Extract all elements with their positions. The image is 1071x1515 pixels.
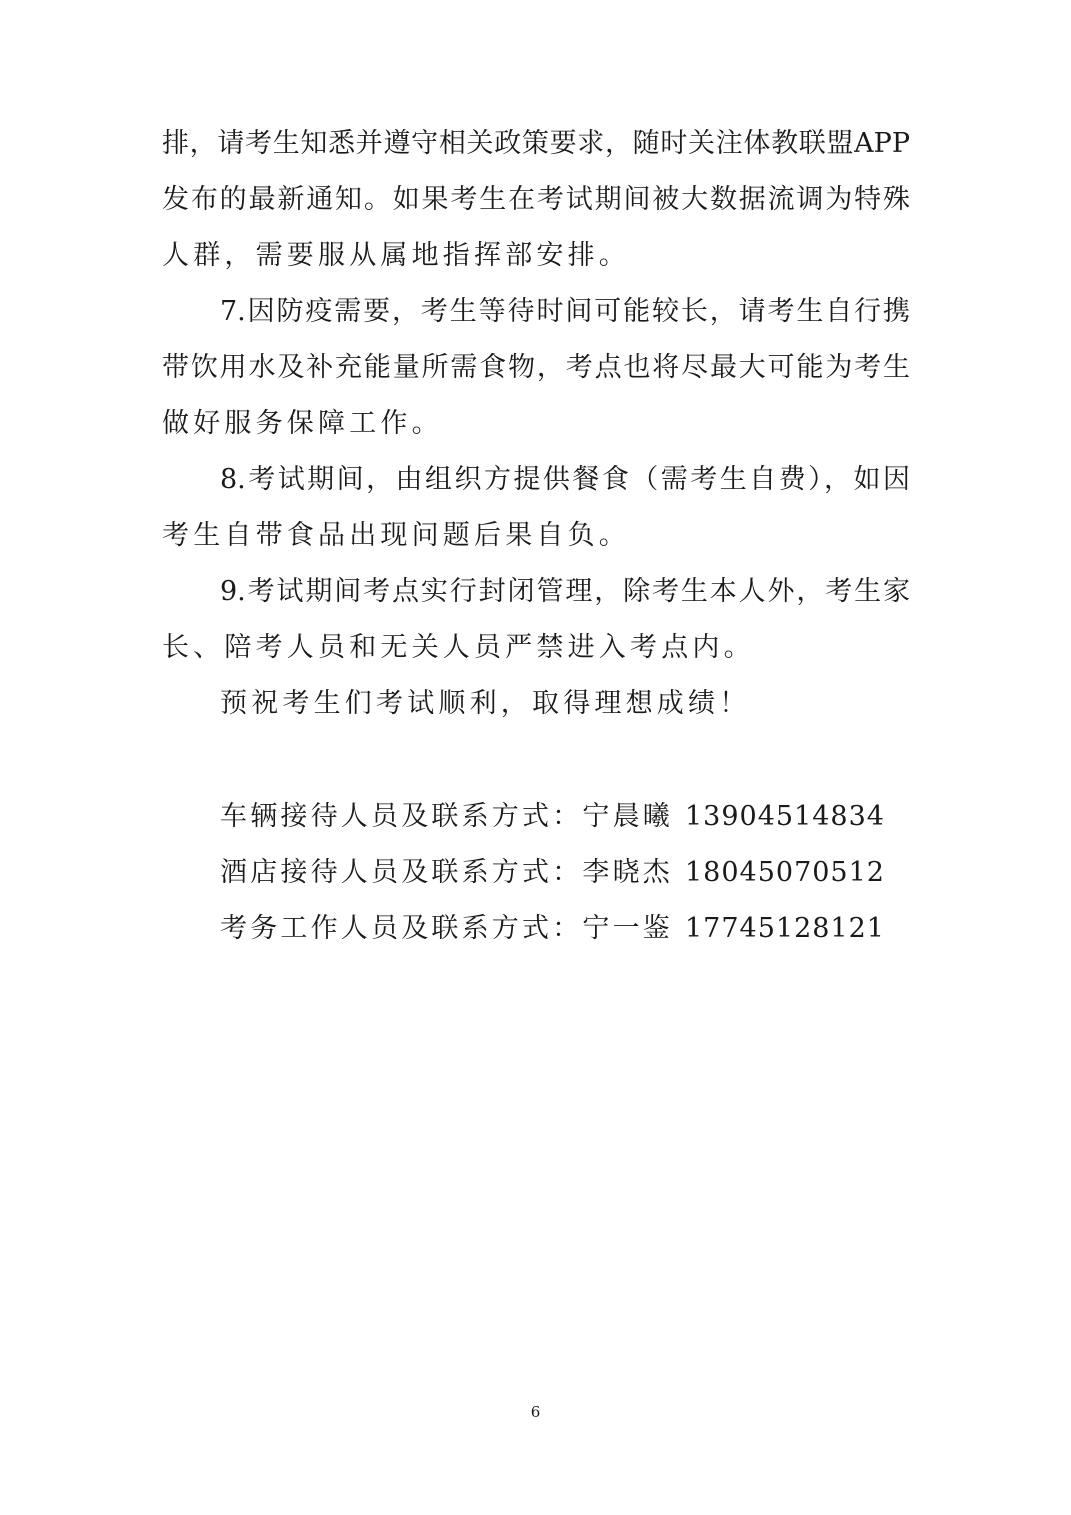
text-line: 人群，需要服从属地指挥部安排。 bbox=[162, 240, 630, 271]
page-number: 6 bbox=[530, 1403, 541, 1421]
spacer bbox=[162, 740, 910, 797]
contact-line bbox=[162, 797, 910, 853]
contact-list bbox=[162, 797, 910, 965]
contact-phone: 13904514834 bbox=[685, 801, 885, 832]
text-line: 排，请考生知悉并遵守相关政策要求，随时关注体教联盟APP bbox=[162, 128, 910, 159]
paragraph-8 bbox=[162, 460, 910, 572]
text-line: 7.因防疫需要，考生等待时间可能较长，请考生自行携 bbox=[220, 296, 910, 327]
text-line: 8.考试期间，由组织方提供餐食（需考生自费），如因 bbox=[220, 464, 910, 495]
paragraph-7 bbox=[162, 292, 910, 460]
text-line: 长、陪考人员和无关人员严禁进入考点内。 bbox=[162, 632, 755, 663]
closing-remark: 预祝考生们考试顺利，取得理想成绩！ bbox=[220, 688, 751, 719]
contact-line bbox=[162, 853, 910, 909]
contact-label: 车辆接待人员及联系方式：宁晨曦 bbox=[220, 801, 673, 832]
contact-phone: 17745128121 bbox=[685, 913, 885, 944]
text-line: 发布的最新通知。如果考生在考试期间被大数据流调为特殊 bbox=[162, 184, 910, 215]
text-line: 带饮用水及补充能量所需食物，考点也将尽最大可能为考生 bbox=[162, 352, 910, 383]
text-line: 考生自带食品出现问题后果自负。 bbox=[162, 520, 630, 551]
paragraph-9 bbox=[162, 572, 910, 684]
contact-label: 酒店接待人员及联系方式：李晓杰 bbox=[220, 857, 673, 888]
paragraph-6-continued bbox=[162, 124, 910, 292]
contact-label: 考务工作人员及联系方式：宁一鉴 bbox=[220, 913, 673, 944]
text-line: 9.考试期间考点实行封闭管理，除考生本人外，考生家 bbox=[220, 576, 910, 607]
text-line: 做好服务保障工作。 bbox=[162, 408, 443, 439]
contact-phone: 18045070512 bbox=[685, 857, 885, 888]
contact-line bbox=[162, 909, 910, 965]
document-body bbox=[162, 124, 910, 965]
